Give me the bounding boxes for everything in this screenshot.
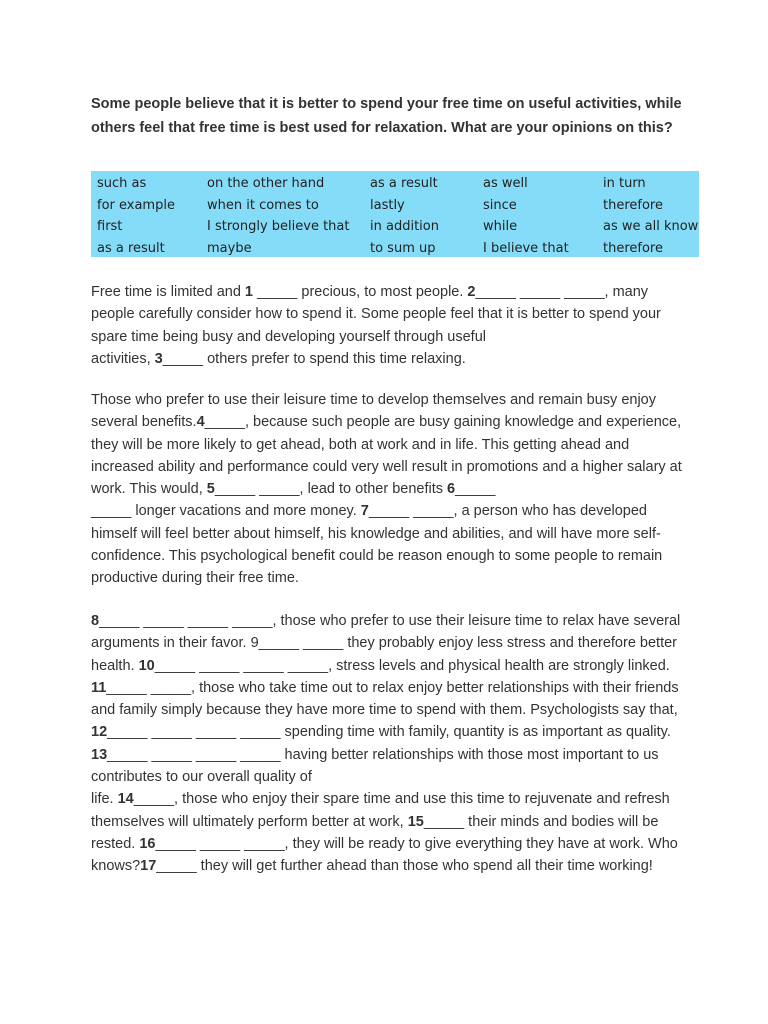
blank-number: 12 — [91, 724, 108, 741]
phrase-cell: for example — [97, 197, 175, 213]
phrase-cell: maybe — [207, 240, 252, 256]
phrase-cell: to sum up — [370, 240, 436, 256]
paragraph-text: _____ _____, those who take time out to relax enjoy better relationships with their friends and family simply because they have more time to spend with them. Psychologists say that, — [91, 679, 679, 719]
blank-number: 2 — [467, 284, 476, 300]
blank-number: 10 — [138, 657, 155, 674]
blank-number: 8 — [91, 613, 100, 629]
phrase-cell: therefore — [603, 240, 663, 256]
paragraph-text: _____ others prefer to spend this time relaxing. — [162, 350, 466, 367]
paragraph-text: _____ _____, a person who has developed himself will feel better about himself, his knowledge and abilities, and will have more self-confidence. This psychological benefit could be reason enough to some people to remain productive during their free time. — [91, 503, 663, 587]
phrase-row — [97, 238, 699, 260]
phrase-cell: as a result — [370, 176, 438, 191]
paragraph-text: Free time is limited and — [91, 284, 245, 300]
blank-number: 7 — [360, 503, 369, 520]
phrase-row — [97, 195, 699, 217]
blank-number: 5 — [206, 481, 215, 498]
phrase-cell: as we all know — [603, 219, 699, 234]
paragraph-text: activities, — [91, 350, 155, 367]
paragraph-text: life. — [91, 791, 118, 808]
phrase-cell: such as — [97, 176, 147, 191]
phrase-row — [97, 216, 699, 238]
paragraph-text: _____ _____ _____, they will be ready to give everything they have at work. Who knows? — [91, 835, 678, 875]
phrase-cell: I believe that — [483, 240, 569, 256]
phrase-cell: lastly — [370, 197, 405, 213]
phrase-row — [97, 173, 699, 195]
phrase-cell: first — [97, 219, 123, 234]
essay-question: Some people believe that it is better to spend your free time on useful activities, while others feel that free time is best used for relaxation. What are your opinions on this? — [91, 96, 682, 136]
phrase-cell: as a result — [97, 240, 165, 256]
phrase-cell: I strongly believe that — [207, 219, 350, 234]
paragraph-text: _____ they will get further ahead than those who spend all their time working! — [156, 858, 653, 875]
paragraph-text: _____ _____ _____ _____ spending time with family, quantity is as important as quality. — [107, 724, 671, 741]
blank-number: 16 — [139, 835, 156, 852]
paragraph-text: _____ — [455, 481, 496, 498]
phrase-cell: when it comes to — [207, 197, 319, 213]
paragraph-text: Those who prefer to use their leisure time to develop themselves and remain busy enjoy several benefits. — [91, 392, 656, 431]
blank-number: 15 — [407, 813, 424, 830]
paragraph-busy-benefits — [91, 389, 691, 590]
blank-number: 11 — [91, 679, 107, 696]
paragraph-text: _____ longer vacations and more money. — [91, 503, 361, 520]
blank-number: 6 — [447, 481, 456, 498]
paragraph-text: _____ their minds and bodies will be rested. — [91, 813, 659, 852]
phrase-cell: in addition — [370, 219, 439, 234]
blank-number: 3 — [154, 350, 163, 367]
paragraph-text: _____ _____ _____ _____, those who prefer to use their leisure time to relax have several arguments in their favor. 9_____ _____ they probably enjoy less stress and therefore better health. — [91, 613, 681, 674]
phrase-cell: in turn — [603, 176, 646, 191]
linking-phrases-table — [97, 173, 699, 259]
paragraph-text: _____ _____ _____, many people carefully consider how to spend it. Some people feel that it is better to spend your spare time being busy and developing yourself through useful — [91, 284, 661, 345]
paragraph-intro — [91, 281, 691, 370]
phrase-cell: as well — [483, 176, 528, 191]
paragraph-text: _____ _____, lead to other benefits — [214, 481, 448, 498]
phrase-cell: since — [483, 197, 517, 213]
blank-number: 14 — [117, 791, 134, 808]
phrase-cell: while — [483, 219, 518, 234]
blank-number: 1 — [244, 284, 253, 300]
paragraph-text: _____ precious, to most people. — [253, 284, 468, 300]
blank-number: 13 — [91, 746, 108, 763]
paragraph-text: _____, those who enjoy their spare time and use this time to rejuvenate and refresh themselves will ultimately perform better at work, — [91, 791, 670, 830]
blank-number: 17 — [140, 858, 157, 875]
paragraph-text: _____ _____ _____ _____ having better relationships with those most important to us contributes to our overall quality of — [91, 746, 659, 786]
paragraph-text: _____, because such people are busy gaining knowledge and experience, they will be more likely to get ahead, both at work and in life. This getting ahead and increased ability and performance could very well result in promotions and a higher salary at work. This would, — [91, 414, 682, 498]
paragraph-relax-benefits — [91, 610, 691, 878]
paragraph-text: _____ _____ _____ _____, stress levels and physical health are strongly linked. — [154, 657, 670, 674]
phrase-cell: therefore — [603, 197, 663, 213]
blank-number: 4 — [196, 414, 205, 431]
linking-phrases-box — [91, 171, 699, 257]
phrase-cell: on the other hand — [207, 176, 325, 191]
